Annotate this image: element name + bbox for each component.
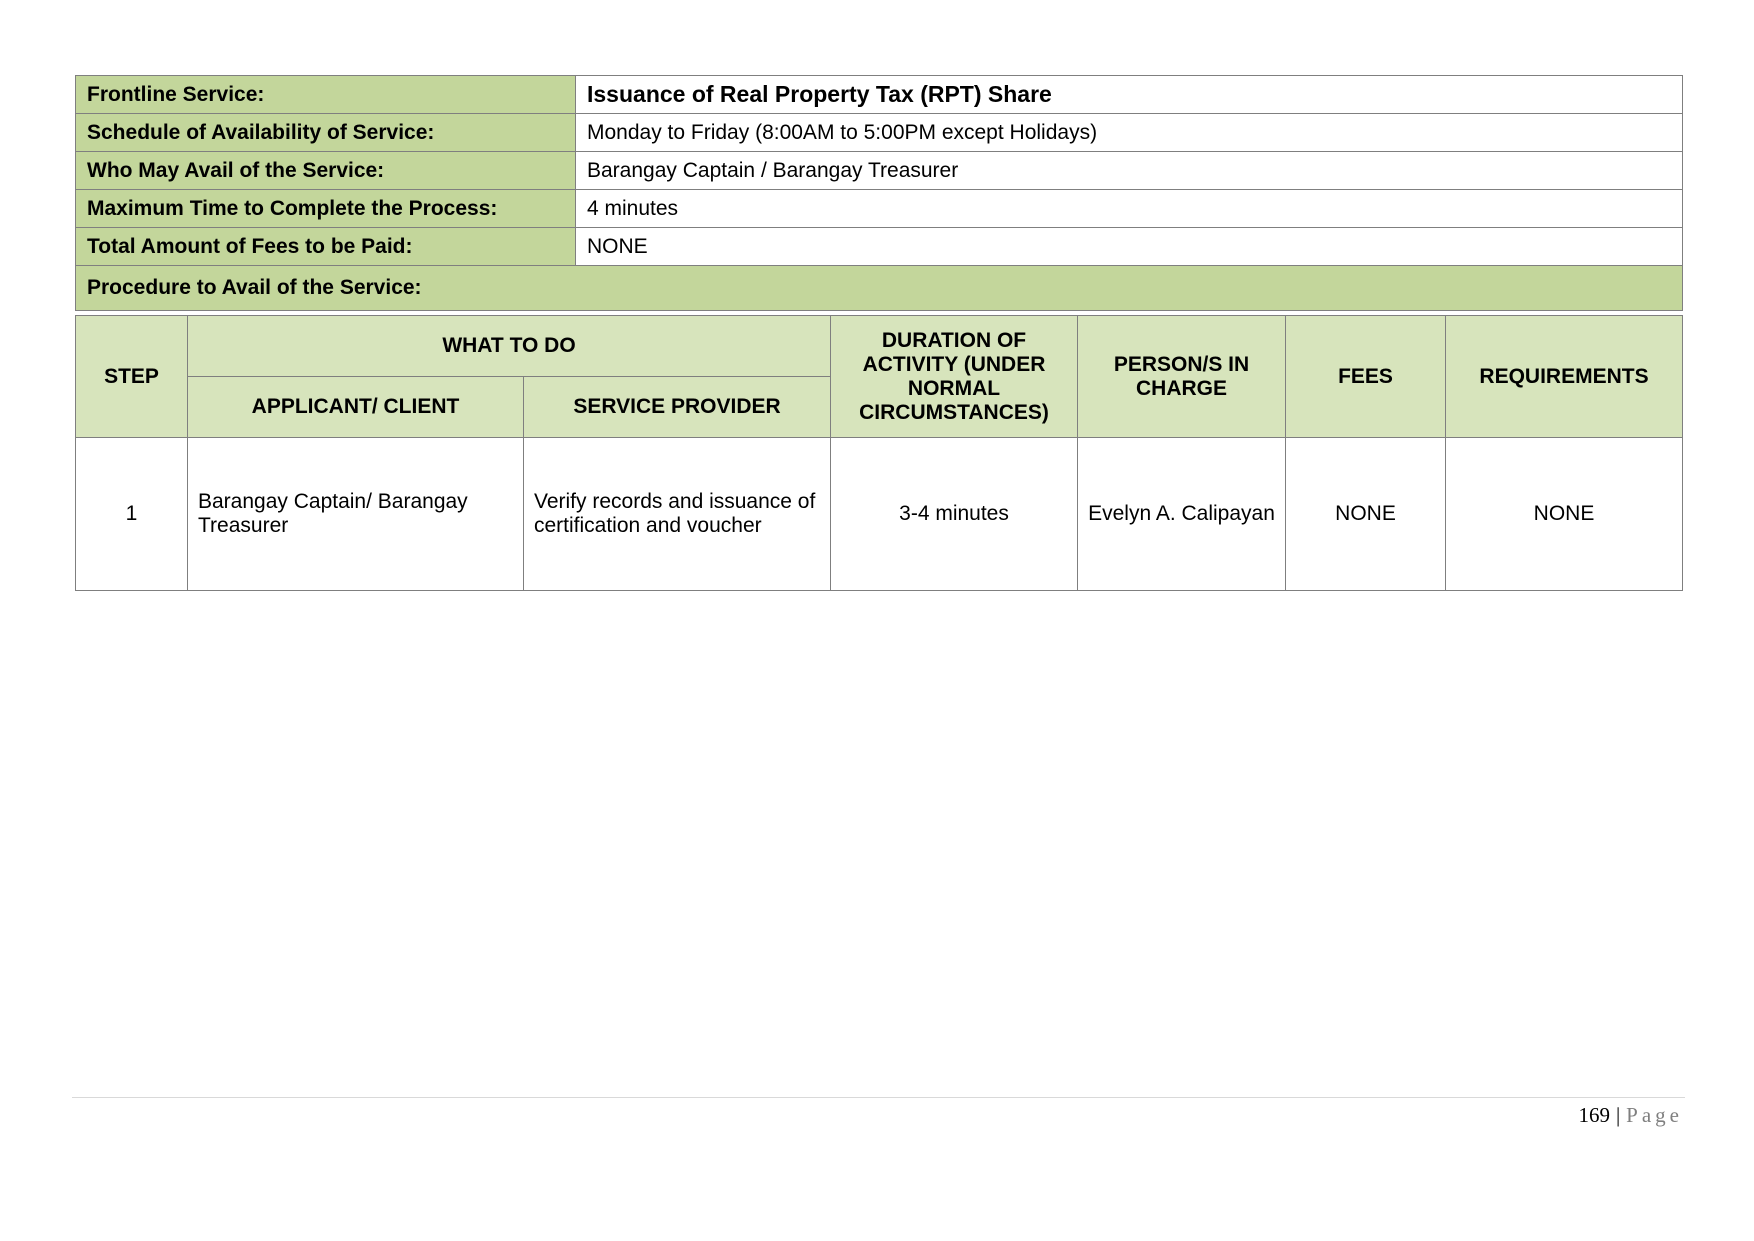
applicant-action: Barangay Captain/ Barangay Treasurer [188, 438, 524, 591]
applicant-client-header: APPLICANT/ CLIENT [188, 377, 524, 438]
requirements-header: REQUIREMENTS [1446, 316, 1683, 438]
procedure-steps-table [75, 315, 1683, 591]
procedure-label: Procedure to Avail of the Service: [76, 266, 1683, 311]
service-provider-header: SERVICE PROVIDER [524, 377, 831, 438]
info-row-schedule [76, 114, 1683, 152]
frontline-service-label: Frontline Service: [76, 76, 576, 114]
frontline-service-value: Issuance of Real Property Tax (RPT) Share [576, 76, 1683, 114]
schedule-label: Schedule of Availability of Service: [76, 114, 576, 152]
service-info-table [75, 75, 1683, 311]
who-may-avail-label: Who May Avail of the Service: [76, 152, 576, 190]
page-footer [1578, 1103, 1683, 1128]
fees-header: FEES [1286, 316, 1446, 438]
step-header: STEP [76, 316, 188, 438]
step-number: 1 [76, 438, 188, 591]
person-in-charge-header: PERSON/S IN CHARGE [1078, 316, 1286, 438]
page-number: 169 [1578, 1103, 1610, 1127]
schedule-value: Monday to Friday (8:00AM to 5:00PM except Holidays) [576, 114, 1683, 152]
page-word: Page [1626, 1103, 1683, 1127]
duration-value: 3-4 minutes [831, 438, 1078, 591]
footer-divider [72, 1097, 1685, 1098]
info-row-total-fees [76, 228, 1683, 266]
procedure-row [76, 266, 1683, 311]
table-row [76, 438, 1683, 591]
header-row-top [76, 316, 1683, 377]
requirements-value: NONE [1446, 438, 1683, 591]
info-row-max-time [76, 190, 1683, 228]
what-to-do-header: WHAT TO DO [188, 316, 831, 377]
info-row-frontline-service [76, 76, 1683, 114]
max-time-label: Maximum Time to Complete the Process: [76, 190, 576, 228]
who-may-avail-value: Barangay Captain / Barangay Treasurer [576, 152, 1683, 190]
total-fees-label: Total Amount of Fees to be Paid: [76, 228, 576, 266]
info-row-who-may-avail [76, 152, 1683, 190]
max-time-value: 4 minutes [576, 190, 1683, 228]
total-fees-value: NONE [576, 228, 1683, 266]
fees-value: NONE [1286, 438, 1446, 591]
person-in-charge-value: Evelyn A. Calipayan [1078, 438, 1286, 591]
provider-action: Verify records and issuance of certification and voucher [524, 438, 831, 591]
duration-header: DURATION OF ACTIVITY (UNDER NORMAL CIRCUMSTANCES) [831, 316, 1078, 438]
footer-separator: | [1615, 1103, 1621, 1127]
